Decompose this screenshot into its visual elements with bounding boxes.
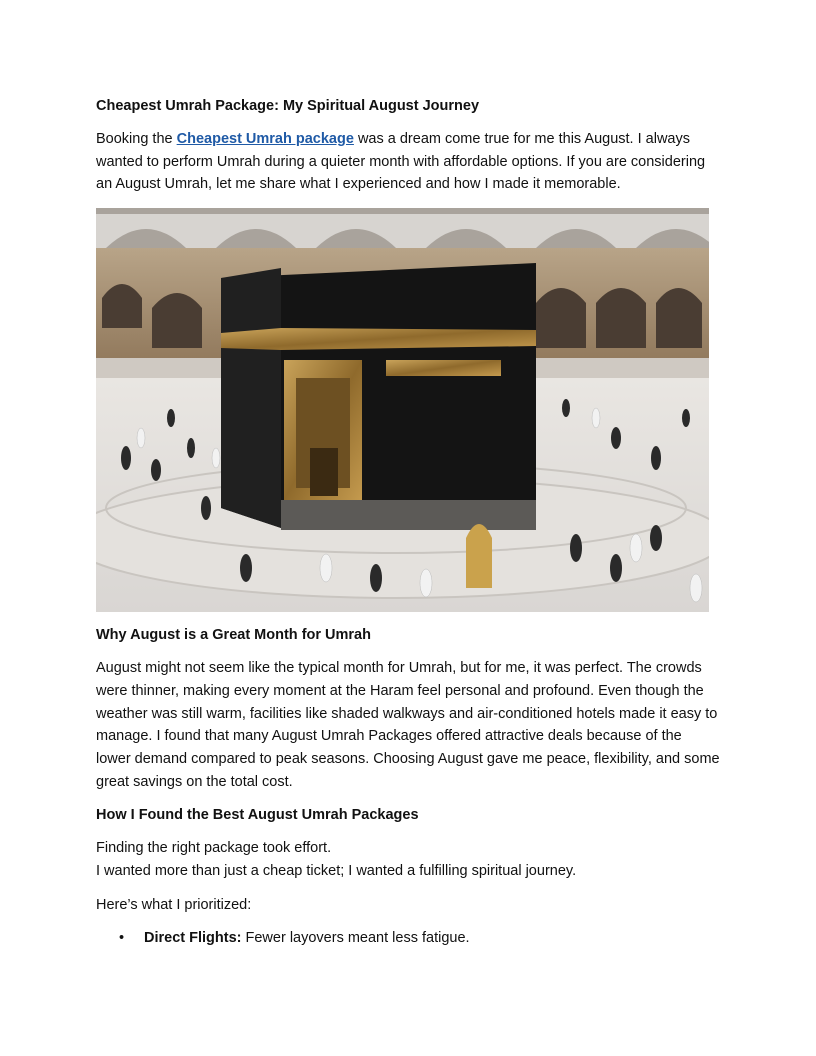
priorities-list [96, 927, 720, 949]
intro-text-before: Booking the [96, 131, 177, 147]
priorities-intro: Here’s what I prioritized: [96, 896, 252, 913]
section-heading-packages: How I Found the Best August Umrah Packages [96, 807, 419, 824]
bullet-marker: • [119, 930, 125, 947]
section-packages-paragraph [96, 837, 720, 882]
kaaba-photo [96, 208, 709, 612]
section-heading-august: Why August is a Great Month for Umrah [96, 627, 371, 644]
section-august-paragraph: August might not seem like the typical month for Umrah, but for me, it was perfect. The crowds were thinner, making every moment at the Haram feel personal and profound. Even though the weather was still warm, facilities like shaded walkways and air-conditioned hotels made it easy to manage. I found that many August Umrah Packages offered attractive deals because of the lower demand compared to peak seasons. Choosing August gave me peace, flexibility, and some great savings on the total cost. [96, 660, 720, 790]
list-item-label: Direct Flights: [144, 930, 242, 947]
list-item [119, 927, 720, 949]
document-page [96, 96, 720, 949]
packages-line-2: I wanted more than just a cheap ticket; I wanted a fulfilling spiritual journey. [96, 863, 577, 880]
page-title: Cheapest Umrah Package: My Spiritual August Journey [96, 98, 480, 114]
intro-paragraph [96, 128, 720, 196]
list-item-text: Fewer layovers meant less fatigue. [241, 930, 470, 947]
cheapest-umrah-package-link[interactable]: Cheapest Umrah package [176, 131, 354, 147]
packages-line-1: Finding the right package took effort. [96, 840, 332, 857]
intro-text-after: was a dream come true for me this August. I always wanted to perform Umrah during a quieter month with affordable options. If you are considering an August Umrah, let me share what I experienced and how I made it memorable. [96, 131, 706, 193]
